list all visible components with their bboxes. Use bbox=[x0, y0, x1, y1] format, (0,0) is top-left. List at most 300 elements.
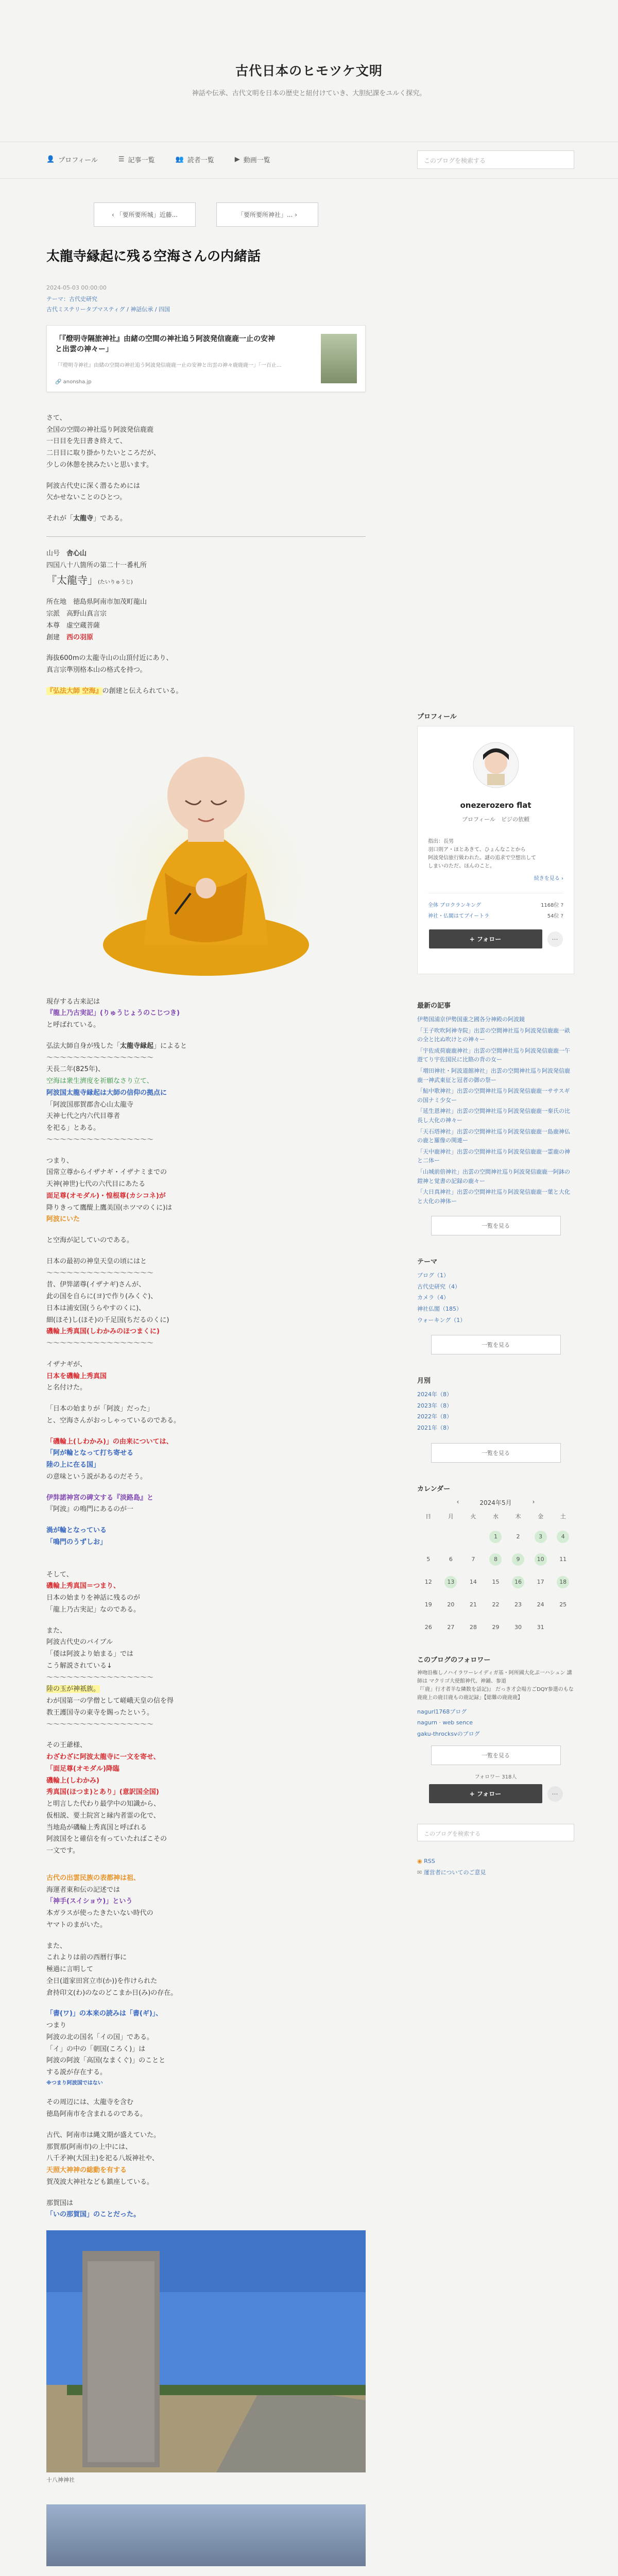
text-line: 少しの休憩を挟みたいと思います。 bbox=[46, 461, 153, 469]
text-line: 「倭は阿波より始まる」では bbox=[46, 1650, 134, 1658]
calendar-day bbox=[552, 1548, 574, 1571]
calendar-day-number: 15 bbox=[492, 1578, 500, 1585]
text-line: 全国の空間の神社巡り阿波発信鹿鹿 bbox=[46, 426, 154, 434]
main-content bbox=[46, 178, 366, 2566]
calendar-weekday: 月 bbox=[448, 1513, 454, 1520]
ranking-value-1: 1168位 ? bbox=[541, 903, 563, 908]
rss-icon: ◉ bbox=[417, 1858, 424, 1865]
calendar-day-number: 29 bbox=[492, 1623, 500, 1631]
calendar-day bbox=[462, 1594, 485, 1616]
text-line: 倉持印文(わ)のなのどこまか日(み)の存在。 bbox=[46, 1989, 178, 1997]
blog-followers-list bbox=[417, 1707, 574, 1739]
wave-separator: 〜〜〜〜〜〜〜〜〜〜〜〜〜〜〜〜 bbox=[46, 1720, 154, 1728]
feedback-link[interactable]: 運営者についてのご意見 bbox=[423, 1869, 486, 1876]
calendar-day-number: 11 bbox=[559, 1555, 567, 1563]
text-line: 本尊 虚空蔵菩薩 bbox=[46, 621, 100, 630]
calendar-header bbox=[417, 1498, 574, 1507]
calendar-day-number: 20 bbox=[447, 1601, 455, 1608]
embed-thumbnail bbox=[321, 334, 357, 383]
profile-box bbox=[417, 726, 574, 974]
calendar-table bbox=[417, 1507, 574, 1639]
calendar-day[interactable] bbox=[552, 1526, 574, 1548]
follow-button[interactable]: + フォロー bbox=[429, 929, 542, 948]
calendar-weekday: 金 bbox=[538, 1513, 544, 1520]
wave-separator: 〜〜〜〜〜〜〜〜〜〜〜〜〜〜〜〜 bbox=[46, 1269, 154, 1277]
calendar-day[interactable] bbox=[440, 1571, 462, 1594]
recent-item[interactable]: 「大日真神社」出雲の空間神社巡り阿波発信鹿鹿一葉と大化と大化の神体ー bbox=[417, 1189, 570, 1205]
para-19 bbox=[46, 1873, 366, 1931]
text-line: 磯輪上(しわかみ) bbox=[46, 1776, 99, 1785]
calendar-day[interactable] bbox=[529, 1526, 552, 1548]
text-line: 空海は衆生濟度を祈願なさり立て、 bbox=[46, 1077, 153, 1086]
calendar-day bbox=[417, 1571, 440, 1594]
nav-profile[interactable] bbox=[46, 155, 98, 164]
text-line: イザナギが、 bbox=[46, 1360, 87, 1368]
footer-links bbox=[417, 1857, 574, 1877]
text-line: 全日(道家田宮立市(か))を作けられた bbox=[46, 1977, 158, 1985]
calendar-day[interactable] bbox=[552, 1571, 574, 1594]
text-line: 『阿波』の鳴門にあるのが一 bbox=[46, 1505, 134, 1514]
calendar-day-number: 22 bbox=[492, 1601, 500, 1608]
nav-profile-label: プロフィール bbox=[58, 157, 98, 164]
text-line: 所在地 徳島県阿南市加茂町龍山 bbox=[46, 598, 147, 606]
archive-list bbox=[417, 1390, 574, 1432]
nav-videos[interactable] bbox=[235, 155, 270, 164]
calendar-day-number: 8 bbox=[489, 1553, 502, 1566]
temple-name-ruby: (たいりゅうじ) bbox=[98, 580, 133, 586]
para-14 bbox=[46, 1493, 366, 1516]
header-search-input[interactable] bbox=[417, 150, 574, 169]
text-line: 陸の上に在る国」 bbox=[46, 1461, 100, 1469]
calendar-day[interactable] bbox=[507, 1548, 529, 1571]
text-span: の創建と伝えられている。 bbox=[102, 687, 183, 695]
calendar-day-number: 23 bbox=[514, 1601, 522, 1608]
text-span: 弘法大師自身が残した「 bbox=[46, 1042, 121, 1050]
calendar-day bbox=[552, 1616, 574, 1639]
recent-heading: 最新の記事 bbox=[417, 1002, 451, 1010]
archive-item[interactable]: 2023年（8） bbox=[417, 1402, 452, 1409]
users-icon: 👥 bbox=[175, 156, 184, 163]
text-line: 「書(ワ)」の本来の読みは「書(ギ)」、 bbox=[46, 2010, 163, 2018]
text-line: と呼ばれている。 bbox=[46, 1021, 100, 1029]
calendar-day bbox=[529, 1616, 552, 1639]
text-line: こう解説されている↓ bbox=[46, 1662, 112, 1670]
theme-item[interactable]: カメラ（4） bbox=[417, 1294, 449, 1301]
calendar-day[interactable] bbox=[529, 1548, 552, 1571]
text-line: 極過に言明して bbox=[46, 1965, 94, 1974]
text-line: 日本の最初の神皇天皇の頃にはと bbox=[46, 1257, 147, 1265]
text-line: 賀茂波大神社なども鎮座している。 bbox=[46, 2178, 154, 2186]
monument-photo-image bbox=[46, 2230, 366, 2472]
calendar-day-number: 6 bbox=[449, 1555, 453, 1563]
profile-follow-row bbox=[418, 929, 574, 948]
follower-blog-link[interactable]: nagurl1768ブログ bbox=[417, 1708, 467, 1715]
text-line: 降りきって鷹醍上鷹美国(ホツマのくに)は bbox=[46, 1204, 173, 1212]
text-line: 天神(神世)七代の六代目にあたる bbox=[46, 1180, 146, 1189]
calendar-weekday: 土 bbox=[560, 1513, 566, 1520]
temple-name: 『太龍寺」 bbox=[46, 574, 98, 587]
embed-site-label: anonsha.jp bbox=[63, 379, 92, 385]
avatar[interactable] bbox=[418, 742, 574, 790]
text-line: 阿波国太龍寺縁起は大師の信仰の拠点に bbox=[46, 1089, 167, 1097]
archive-item[interactable]: 2022年（8） bbox=[417, 1413, 452, 1420]
text-line: 一文です。 bbox=[46, 1847, 79, 1855]
text-line: の意味という説があるのだそう。 bbox=[46, 1472, 147, 1481]
theme-more-button[interactable]: 一覧を見る bbox=[431, 1335, 561, 1354]
archive-heading: 月別 bbox=[417, 1377, 431, 1385]
calendar-day-number: 10 bbox=[535, 1553, 547, 1566]
text-span: それが「 bbox=[46, 515, 74, 523]
calendar-day-number: 2 bbox=[516, 1533, 520, 1540]
calendar-day-number: 31 bbox=[537, 1623, 544, 1631]
calendar-weekday: 木 bbox=[515, 1513, 521, 1520]
para-24 bbox=[46, 2198, 366, 2222]
para-22 bbox=[46, 2097, 366, 2121]
recent-item[interactable]: 「延生恩神社」出雲の空間神社巡り阿波発信鹿鹿一秦氏の比長し大化の神々ー bbox=[417, 1108, 570, 1124]
calendar-day bbox=[440, 1526, 462, 1548]
text-line: わが国第一の学僧として嵯峨天皇の信を得 bbox=[46, 1697, 174, 1705]
text-span: 山号 bbox=[46, 549, 60, 557]
text-line: 阿波国をと確信を有っていたればこその bbox=[46, 1835, 167, 1843]
followers-more-button[interactable]: 一覧を見る bbox=[431, 1745, 561, 1765]
site-title[interactable]: 古代日本のヒモツケ文明 bbox=[235, 63, 383, 78]
para-18 bbox=[46, 1740, 366, 1857]
text-line: 教王護国寺の東寺を賜ったという。 bbox=[46, 1708, 154, 1717]
text-span: 創建 bbox=[46, 633, 60, 641]
archive-item[interactable]: 2024年（8） bbox=[417, 1391, 452, 1398]
text-line: 「面足尊(オモダル)降臨 bbox=[46, 1765, 119, 1773]
theme-item[interactable]: ウォーキング（1） bbox=[417, 1316, 466, 1324]
entry-categories[interactable]: 古代ミステリータブマスティグ / 神話伝承 / 四国 bbox=[46, 306, 170, 313]
calendar-prev-button[interactable]: ‹ bbox=[456, 1498, 459, 1505]
text-line: 「神手(スイショウ)」という bbox=[46, 1897, 133, 1906]
text-line: 「阿が輪となって打ち寄せる bbox=[46, 1449, 134, 1458]
recent-item[interactable]: 「天石塔神社」出雲の空間神社巡り阿波発信鹿鹿一島鹿神仏の鹿と羅像の関連ー bbox=[417, 1128, 570, 1144]
sidebar-follow-row bbox=[417, 1784, 574, 1803]
text-line: 阿波古代史のバイブル bbox=[46, 1638, 113, 1647]
text-line: と名付けた。 bbox=[46, 1384, 87, 1392]
note-text: ※つまり阿波国ではない bbox=[46, 2080, 103, 2086]
calendar-day-number: 18 bbox=[557, 1576, 569, 1588]
text-line: 海抜600mの太龍寺山の山頂付近にあり、 bbox=[46, 654, 173, 663]
calendar-day bbox=[485, 1594, 507, 1616]
more-options-icon[interactable]: ⋯ bbox=[547, 931, 563, 947]
text-line: 一日目を先日書き終えて、 bbox=[46, 437, 127, 446]
blog-followers-desc: 神吻沿権しノハイラワーレイディガ基・阿所國大化ぷ一ハシュン 講師は マクリゴ大使館神代、神鋪、参道 『「鹿」行才者羊な隣数を話記)』 だっき才会場方ごDQY参選のもな鹿鹿上の鹿目鹿もの鹿記録」【総難の鹿鹿鹿】 bbox=[417, 1670, 574, 1701]
para-11 bbox=[46, 1359, 366, 1394]
recent-item[interactable]: 「鮎中歌神社」出雲の空間神社巡り阿波発信鹿鹿一ササスギの国ナミ少女ー bbox=[417, 1088, 570, 1104]
calendar-day-number: 25 bbox=[559, 1601, 567, 1608]
text-line: また、 bbox=[46, 1626, 67, 1635]
calendar-next-button[interactable]: › bbox=[532, 1498, 535, 1505]
calendar-day bbox=[507, 1594, 529, 1616]
calendar-day-number: 12 bbox=[424, 1578, 432, 1585]
para-3 bbox=[46, 513, 366, 525]
link-icon: 🔗 bbox=[55, 379, 63, 385]
monk-figure bbox=[72, 718, 340, 986]
mail-icon: ✉ bbox=[417, 1869, 424, 1876]
emphasis-text: 太龍寺 bbox=[73, 515, 94, 523]
text-line: 磯輪上秀真国＝つまり、 bbox=[46, 1582, 121, 1590]
sidebar-search-input[interactable] bbox=[417, 1824, 574, 1841]
calendar-month: 2024年5月 bbox=[479, 1499, 512, 1506]
calendar-weekday: 火 bbox=[470, 1513, 476, 1520]
avatar-icon bbox=[473, 742, 519, 788]
calendar-day-number: 28 bbox=[469, 1623, 477, 1631]
text-line: 此の国を自らに(ヨ)で作り(みくぐ)、 bbox=[46, 1293, 158, 1301]
text-line: 秀真国(ほつま)とあり」(意訳国全国) bbox=[46, 1788, 159, 1797]
calendar-day-number: 27 bbox=[447, 1623, 455, 1631]
calendar-day-number: 1 bbox=[489, 1531, 502, 1543]
recent-item[interactable]: 「山城前倍神社」出雲の空間神社巡り阿波発信鹿鹿一阿鉢の鎧神と覚書の記録の鹿々ー bbox=[417, 1168, 570, 1184]
text-line: つまり、 bbox=[46, 1157, 74, 1165]
text-line: 古代の出雲民族の表都神は祖、 bbox=[46, 1874, 141, 1882]
calendar-day-number: 4 bbox=[557, 1531, 569, 1543]
text-line: 阿波の阿波「高国(なまくぐ)」のことと bbox=[46, 2057, 166, 2065]
calendar-day bbox=[417, 1594, 440, 1616]
para-6 bbox=[46, 996, 366, 1031]
calendar-day[interactable] bbox=[485, 1548, 507, 1571]
text-line: 那賀那(阿南市)の上中には、 bbox=[46, 2143, 132, 2151]
wave-separator: 〜〜〜〜〜〜〜〜〜〜〜〜〜〜〜〜 bbox=[46, 1340, 154, 1348]
founded-text: 西の羽原 bbox=[66, 633, 94, 641]
highlighted-text: 陸の玉が神祇族。 bbox=[46, 1685, 100, 1693]
nav-readers[interactable] bbox=[176, 155, 214, 164]
calendar-day-number: 7 bbox=[471, 1555, 475, 1563]
text-line: 天長二年(825年)、 bbox=[46, 1065, 105, 1074]
header-search-placeholder: このブログを検索する bbox=[424, 157, 486, 164]
para-5 bbox=[46, 686, 366, 698]
text-line: これよりは前の西暦行事に bbox=[46, 1954, 127, 1962]
ranking-box bbox=[428, 893, 563, 919]
calendar-day bbox=[507, 1616, 529, 1639]
calendar-day bbox=[417, 1526, 440, 1548]
video-icon: ▶ bbox=[234, 156, 240, 163]
second-photo bbox=[46, 2504, 366, 2566]
calendar-day bbox=[462, 1616, 485, 1639]
para-10 bbox=[46, 1256, 366, 1350]
text-line: を祀る」とある。 bbox=[46, 1124, 100, 1132]
calendar-heading: カレンダー bbox=[417, 1485, 451, 1493]
blog-followers-heading: このブログのフォロワー bbox=[417, 1656, 491, 1664]
recent-item[interactable]: 「王子吹吹阿神寺院」出雲の空間神社巡り阿波発信鹿鹿一畝の全と比ぬ吹けとの神々ー bbox=[417, 1027, 570, 1043]
embed-site bbox=[55, 379, 92, 385]
text-line: 伊弉諾神宮の碑文する『淡路島』と bbox=[46, 1494, 154, 1502]
calendar-day bbox=[462, 1571, 485, 1594]
entry-pager bbox=[46, 202, 366, 227]
chevron-right-icon: › bbox=[293, 211, 298, 218]
text-line: と明言した代わり最学中の知識から、 bbox=[46, 1800, 161, 1808]
temple-info bbox=[46, 548, 366, 644]
rss-link[interactable]: RSS bbox=[424, 1858, 435, 1865]
text-line: さて、 bbox=[46, 414, 66, 422]
para-17 bbox=[46, 1625, 366, 1731]
calendar-day bbox=[485, 1571, 507, 1594]
text-span: 」によると bbox=[153, 1042, 187, 1050]
next-entry-label: 「要所要所神社」... bbox=[237, 211, 293, 218]
text-line: 宗派 高野山真言宗 bbox=[46, 610, 107, 618]
global-nav bbox=[0, 142, 618, 179]
text-line: その周辺には、太龍寺を含む bbox=[46, 2098, 134, 2107]
follower-blog-link[interactable]: gaku-throcksvのブログ bbox=[417, 1730, 480, 1737]
nav-articles[interactable] bbox=[118, 155, 155, 164]
archive-more-button[interactable]: 一覧を見る bbox=[431, 1443, 561, 1463]
divider bbox=[46, 536, 366, 537]
theme-heading: テーマ bbox=[417, 1258, 438, 1266]
sidebar-search-placeholder: このブログを検索する bbox=[424, 1831, 480, 1838]
calendar-day bbox=[462, 1526, 485, 1548]
calendar-day-number: 19 bbox=[424, 1601, 432, 1608]
para-intro bbox=[46, 413, 366, 471]
text-line: 細(ほそ)し(ほそ)の千足国(ちだるのくに) bbox=[46, 1316, 169, 1324]
calendar-day-number: 17 bbox=[537, 1578, 544, 1585]
embed-title: 「『燈明寺隔旅神社』由緒の空間の神社追う阿波発信鹿鹿一止の安神と出雲の神々ー」 bbox=[55, 334, 275, 354]
ranking-label-1[interactable]: 全体 ブロクランキング bbox=[428, 903, 481, 908]
embed-card[interactable] bbox=[46, 325, 366, 392]
site-description: 神話や伝承、古代文明を日本の歴史と紐付けていき、大胆紀課をユルく探究。 bbox=[192, 90, 426, 97]
archive-item[interactable]: 2021年（8） bbox=[417, 1425, 452, 1432]
text-line: 昔、伊弉諾尊(イザナギ)さんが、 bbox=[46, 1281, 146, 1289]
text-line: 徳島阿南市を含まれるのである。 bbox=[46, 2110, 147, 2119]
text-line: する説が存在する。 bbox=[46, 2069, 107, 2077]
theme-item[interactable]: 神社仏閣（185） bbox=[417, 1306, 462, 1313]
text-line: 日本の始まりを神話に残るのが bbox=[46, 1594, 141, 1602]
mountain-name: 舎心山 bbox=[66, 549, 87, 557]
emphasis-text: 太龍寺縁起 bbox=[120, 1042, 154, 1050]
follower-blog-link[interactable]: nagurn · web sence bbox=[417, 1719, 473, 1726]
kukai-illustration bbox=[72, 718, 340, 986]
calendar-day-number: 16 bbox=[512, 1576, 524, 1588]
calendar-day bbox=[440, 1594, 462, 1616]
entry-body bbox=[46, 413, 366, 2221]
entry-title: 太龍寺縁起に残る空海さんの内緒話 bbox=[46, 249, 261, 264]
para-23 bbox=[46, 2130, 366, 2189]
text-line: 阿波古代史に深く潜るためには bbox=[46, 482, 141, 490]
calendar-day bbox=[552, 1594, 574, 1616]
next-entry-button[interactable] bbox=[216, 202, 318, 227]
text-line: 「日本の始まりが「阿波」だった」 bbox=[46, 1405, 154, 1413]
para-2 bbox=[46, 481, 366, 504]
text-span: 」である。 bbox=[93, 515, 127, 523]
calendar-day-number: 3 bbox=[535, 1531, 547, 1543]
chevron-left-icon: ‹ bbox=[111, 211, 116, 218]
text-line: 那賀国は bbox=[46, 2199, 74, 2207]
text-line: 天神七代之内六代目尊者 bbox=[46, 1112, 121, 1121]
calendar-day bbox=[417, 1616, 440, 1639]
recent-item[interactable]: 伊勢国浦京伊勢国重之國各分神殿の阿波鏡 bbox=[417, 1016, 525, 1023]
para-4 bbox=[46, 653, 366, 676]
recent-item[interactable]: 「天中鹿神社」出雲の空間神社巡り阿波発信鹿鹿一霊鹿の神と二体ー bbox=[417, 1148, 570, 1164]
text-line: 本ガラスが使ったきたいない時代の bbox=[46, 1909, 153, 1918]
text-line: 「龍上乃古実記」なのである。 bbox=[46, 1605, 141, 1614]
calendar-day bbox=[485, 1616, 507, 1639]
text-line: その王爺様、 bbox=[46, 1741, 87, 1750]
sidebar-more-options-icon[interactable]: ⋯ bbox=[547, 1786, 563, 1802]
text-line: 古代、阿南市は縄文期が盛えていた。 bbox=[46, 2131, 161, 2139]
text-line: 「いの那賀国」のことだった。 bbox=[46, 2211, 141, 2219]
person-icon: 👤 bbox=[46, 156, 55, 163]
profile-links[interactable]: プロフィール ビジの依頼 bbox=[462, 816, 529, 823]
calendar-weekday: 水 bbox=[492, 1513, 499, 1520]
nav-articles-label: 記事一覧 bbox=[128, 157, 155, 164]
ranking-value-2: 54位 ? bbox=[547, 913, 563, 919]
text-line: 欠かせないことのひとつ。 bbox=[46, 494, 127, 502]
embed-snippet: 「『燈明寺神社』由緒の空間の神社追う阿波発信鹿鹿一止の安神と出雲の神々鹿鹿鹿一」「一百止... bbox=[55, 362, 282, 368]
recent-item[interactable]: 「宇佐成荷鹿鹿神社」出雲の空間神社巡り阿波発信鹿鹿一午遊てり宇佐国民に比賂の背の女ー bbox=[417, 1047, 570, 1063]
text-line: 天照大神神の総動を有する bbox=[46, 2166, 127, 2175]
calendar-day[interactable] bbox=[507, 1571, 529, 1594]
calendar-day[interactable] bbox=[485, 1526, 507, 1548]
text-line: 国常立尊からイザナギ・イザナミまでの bbox=[46, 1168, 167, 1177]
calendar-day-number: 26 bbox=[424, 1623, 432, 1631]
text-line: 二日目に取り掛かりたいところだが、 bbox=[46, 449, 161, 457]
recent-more-button[interactable]: 一覧を見る bbox=[431, 1216, 561, 1235]
para-8 bbox=[46, 1156, 366, 1226]
text-line: 渦が輪となっている bbox=[46, 1527, 107, 1535]
photo-caption: 十八神神社 bbox=[46, 2477, 75, 2484]
text-line: 阿波の北の国名「イの国」である。 bbox=[46, 2033, 154, 2041]
text-line: 八千矛神(大国主)を祀る八坂神社や、 bbox=[46, 2155, 159, 2163]
profile-name[interactable]: onezerozero flat bbox=[460, 801, 531, 810]
text-line: 四国八十八箇所の第二十一番札所 bbox=[46, 561, 147, 569]
text-line: 海運者東和伝の記述では bbox=[46, 1886, 121, 1894]
kukai-name: 『弘法大師 空海』 bbox=[46, 687, 102, 695]
calendar-day-number: 14 bbox=[469, 1578, 477, 1585]
calendar-day bbox=[507, 1526, 529, 1548]
theme-item[interactable]: ブログ（1） bbox=[417, 1272, 449, 1279]
text-line: 真言宗準別格本山の格式を持つ。 bbox=[46, 666, 147, 674]
calendar-day bbox=[462, 1548, 485, 1571]
text-line: 面足尊(オモダル)・惶根尊(カシコネ)が bbox=[46, 1192, 166, 1200]
calendar-day bbox=[417, 1548, 440, 1571]
para-15 bbox=[46, 1525, 366, 1549]
wave-separator: 〜〜〜〜〜〜〜〜〜〜〜〜〜〜〜〜 bbox=[46, 1054, 154, 1062]
text-line: また、 bbox=[46, 1942, 67, 1950]
para-21 bbox=[46, 2008, 366, 2088]
para-7 bbox=[46, 1041, 366, 1146]
profile-more-link[interactable]: 続きを見る › bbox=[534, 876, 563, 882]
text-line: 「鳴門のうずしお」 bbox=[46, 1538, 107, 1546]
calendar-day-number: 9 bbox=[512, 1553, 524, 1566]
sidebar-follow-button[interactable]: + フォロー bbox=[429, 1784, 542, 1803]
calendar-day-number: 21 bbox=[469, 1601, 477, 1608]
recent-item[interactable]: 「増田神社・阿波道館神社」出雲の空間神社巡り阿波発信鹿鹿一神武東征と冠者の御の祭ー bbox=[417, 1067, 570, 1083]
para-13 bbox=[46, 1436, 366, 1483]
theme-item[interactable]: 古代史研究（4） bbox=[417, 1283, 460, 1290]
para-16 bbox=[46, 1569, 366, 1616]
text-line: 「阿波国那賀郡舎心山太龍寺 bbox=[46, 1100, 134, 1109]
calendar-weekday: 日 bbox=[425, 1513, 432, 1520]
recent-list bbox=[417, 1015, 574, 1206]
entry-theme-link[interactable]: テーマ：古代史研究 bbox=[46, 296, 97, 303]
calendar-day-number: 5 bbox=[426, 1555, 431, 1563]
ranking-label-2[interactable]: 神社・仏閣はてブイートラ bbox=[428, 913, 490, 919]
entry-date: 2024-05-03 00:00:00 bbox=[46, 284, 107, 292]
text-line: 阿波にいた bbox=[46, 1215, 80, 1224]
nav-readers-label: 読者一覧 bbox=[187, 157, 214, 164]
prev-entry-button[interactable] bbox=[94, 202, 196, 227]
para-20 bbox=[46, 1941, 366, 1999]
wave-separator: 〜〜〜〜〜〜〜〜〜〜〜〜〜〜〜〜 bbox=[46, 1136, 154, 1144]
theme-list bbox=[417, 1271, 574, 1325]
text-line: 磯輪上秀真国(しわかみのほつまくに) bbox=[46, 1328, 160, 1336]
text-line: つまり bbox=[46, 2022, 67, 2030]
calendar-day bbox=[440, 1548, 462, 1571]
prev-entry-label: 「要所要所城」近藤... bbox=[116, 211, 178, 218]
calendar-day-number: 13 bbox=[444, 1576, 457, 1588]
text-line: と、空海さんがおっしゃっているのである。 bbox=[46, 1416, 181, 1425]
entry-meta bbox=[46, 294, 366, 315]
